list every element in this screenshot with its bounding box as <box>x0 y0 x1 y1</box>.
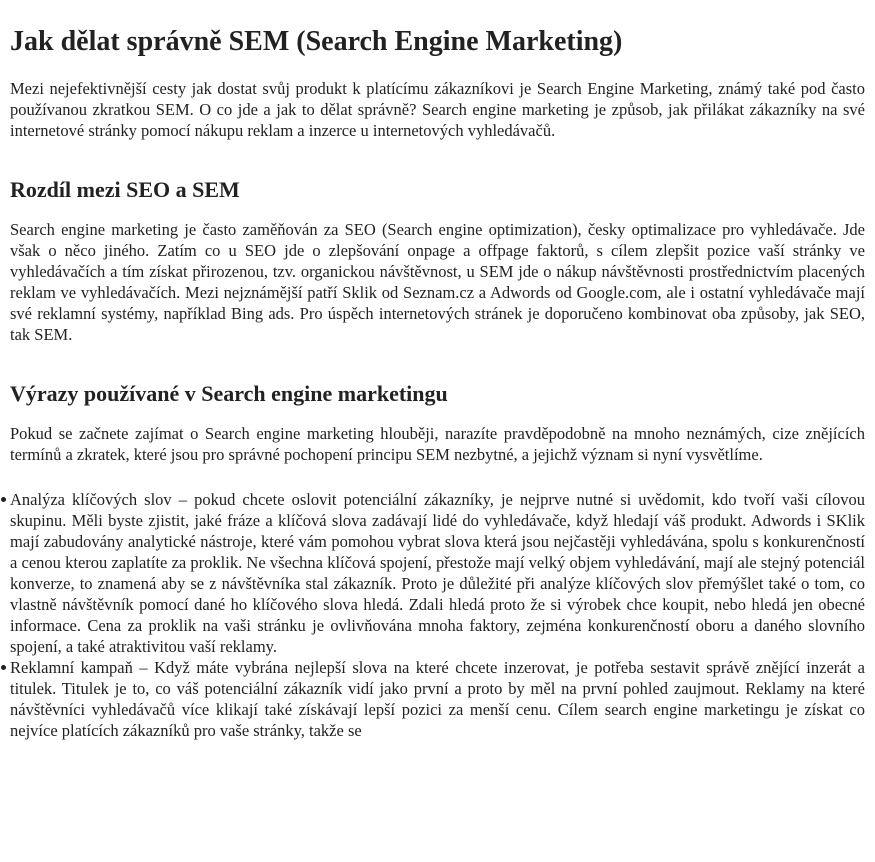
intro-paragraph: Mezi nejefektivnější cesty jak dostat svůj produkt k platícímu zákazníkovi je Search Engine Marketing, známý také pod často používanou zkratkou SEM. O co jde a jak to dělat správně? Search engine marketing je způsob, jak přilákat zákazníky na své internetové stránky pomocí nákupu reklam a inzerce u internetových vyhledávačů. <box>10 79 865 140</box>
section-paragraph-terms: Pokud se začnete zajímat o Search engine marketing hlouběji, narazíte pravděpodobně na mnoho neznámých, cize znějících termínů a zkratek, které jsou pro správné pochopení principu SEM nezbytné, a jejichž význam si nyní vysvětlíme. <box>10 424 865 464</box>
section-heading-terms: Výrazy používané v Search engine marketingu <box>10 381 448 406</box>
list-item <box>10 657 865 741</box>
list-item-text: Reklamní kampaň – Když máte vybrána nejlepší slova na které chcete inzerovat, je potřeba sestavit správě znějící inzerát a titulek. Titulek je to, co váš potenciální zákazník vidí jako první a proto by měl na první pohled zaujmout. Reklamy na které návštěvníci vyhledávačů více klikají také získávají lepší pozici za menší cenu. Cílem search engine marketingu je získat co nejvíce platících zákazníků pro vaše stránky, takže se <box>10 658 865 740</box>
bullet-icon <box>1 665 6 670</box>
section-heading-seo-vs-sem: Rozdíl mezi SEO a SEM <box>10 177 240 202</box>
list-item-text: Analýza klíčových slov – pokud chcete oslovit potenciální zákazníky, je nejprve nutné si uvědomit, kdo tvoří vaši cílovou skupinu. Měli byste zjistit, jaké fráze a klíčová slova zadávají lidé do vyhledávače, když hledají váš produkt. Adwords i SKlik mají zabudovány analytické nástroje, které vám pomohou vybrat slova která jsou nejčastěji vyhledávána, spolu s konkurenčností a cenou kterou zaplatíte za proklik. Ne všechna klíčová spojení, přestože mají velký objem vyhledávání, mají ale stejný potenciál konverze, to znamená aby se z návštěvníka stal zákazník. Proto je důležité při analýze klíčových slov přemýšlet také o tom, co vlastně návštěvník pomocí dané ho klíčového slova hledá. Zdali hledá proto že si výrobek chce koupit, nebo hledá jen obecné informace. Cena za proklik na vaši stránku je ovlivňována mnoha faktory, zejména konkurenčností oboru a daného slovního spojení, a také atraktivitou vaší reklamy. <box>10 490 865 656</box>
terms-list <box>10 489 865 741</box>
article <box>0 26 875 741</box>
section-paragraph-seo-vs-sem: Search engine marketing je často zaměňován za SEO (Search engine optimization), česky optimalizace pro vyhledávače. Jde však o něco jiného. Zatím co u SEO jde o zlepšování onpage a offpage faktorů, s cílem zlepšit pozice vaší stránky ve vyhledávačích a tím získat přirozenou, tzv. organickou návštěvnost, u SEM jde o nákup návštěvnosti prostřednictvím placených reklam ve vyhledávačích. Mezi nejznámější patří Sklik od Seznam.cz a Adwords od Google.com, ale i ostatní vyhledávače mají své reklamní systémy, například Bing ads. Pro úspěch internetových stránek je doporučeno kombinovat oba způsoby, jak SEO, tak SEM. <box>10 220 865 344</box>
page-title: Jak dělat správně SEM (Search Engine Marketing) <box>10 26 623 57</box>
bullet-icon <box>1 497 6 502</box>
list-item <box>10 489 865 657</box>
